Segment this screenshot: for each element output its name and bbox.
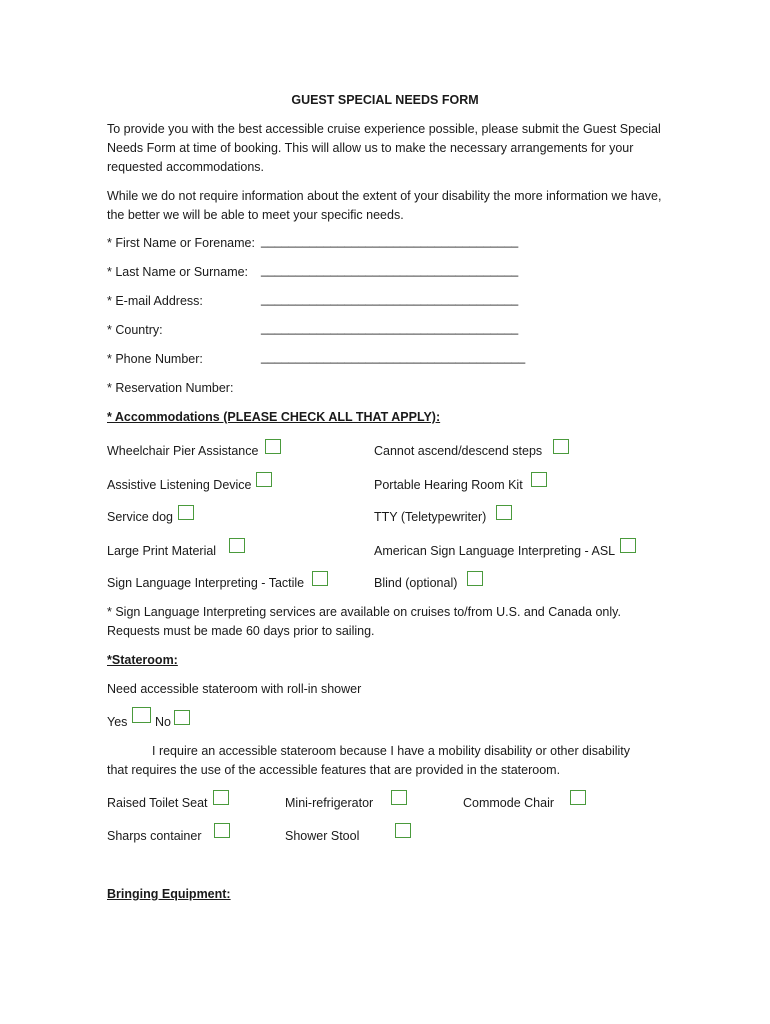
disclaimer-paragraph: While we do not require information about the extent of your disability the more information we have, the better we will be able to meet your specific needs.: [107, 189, 662, 222]
sharps-container-label: Sharps container: [107, 829, 202, 843]
tty-checkbox[interactable]: [496, 505, 512, 520]
last-name-field[interactable]: _____________________________________: [261, 263, 519, 277]
equipment-heading: Bringing Equipment:: [107, 887, 231, 901]
accommodation-label-service-dog: Service dog: [107, 510, 174, 524]
raised-toilet-seat-label: Raised Toilet Seat: [107, 796, 208, 810]
stateroom-statement-first-line: I require an accessible stateroom because I have a mobility disability or other disability: [152, 744, 631, 758]
commode-chair-label: Commode Chair: [463, 796, 555, 810]
hearing-kit-checkbox[interactable]: [531, 472, 547, 487]
accommodation-label-blind: Blind (optional): [374, 576, 458, 590]
phone-field[interactable]: ______________________________________: [261, 350, 526, 364]
country-label: * Country:: [107, 323, 163, 337]
stateroom-heading: *Stateroom:: [107, 653, 178, 667]
accommodation-label-tactile: Sign Language Interpreting - Tactile: [107, 576, 305, 590]
mini-refrigerator-checkbox[interactable]: [391, 790, 407, 805]
accommodation-label-hearing-kit: Portable Hearing Room Kit: [374, 478, 523, 492]
sharps-container-checkbox[interactable]: [214, 823, 230, 838]
accommodation-label-large-print: Large Print Material: [107, 544, 217, 558]
asl-checkbox[interactable]: [620, 538, 636, 553]
no-checkbox[interactable]: [174, 710, 190, 725]
wheelchair-checkbox[interactable]: [265, 439, 281, 454]
raised-toilet-seat-checkbox[interactable]: [213, 790, 229, 805]
yes-checkbox[interactable]: [132, 707, 151, 723]
roll-in-shower-question: Need accessible stateroom with roll-in shower: [107, 682, 362, 696]
accommodation-label-asl: American Sign Language Interpreting - ASL: [374, 544, 616, 558]
accommodation-label-listening: Assistive Listening Device: [107, 478, 252, 492]
listening-device-checkbox[interactable]: [256, 472, 272, 487]
country-field[interactable]: _____________________________________: [261, 321, 519, 335]
tactile-checkbox[interactable]: [312, 571, 328, 586]
form-title: GUEST SPECIAL NEEDS FORM: [291, 93, 479, 107]
no-label: No: [155, 715, 171, 729]
first-name-field[interactable]: _____________________________________: [261, 234, 519, 248]
large-print-checkbox[interactable]: [229, 538, 245, 553]
accommodations-heading: * Accommodations (PLEASE CHECK ALL THAT APPLY):: [107, 410, 441, 424]
steps-checkbox[interactable]: [553, 439, 569, 454]
email-label: * E-mail Address:: [107, 294, 203, 308]
shower-stool-checkbox[interactable]: [395, 823, 411, 838]
interpreting-note: * Sign Language Interpreting services are available on cruises to/from U.S. and Canada only. Requests must be made 60 days prior to sailing.: [107, 605, 621, 638]
yes-label: Yes: [107, 715, 128, 729]
commode-chair-checkbox[interactable]: [570, 790, 586, 805]
mini-refrigerator-label: Mini-refrigerator: [285, 796, 374, 810]
first-name-label: * First Name or Forename:: [107, 236, 255, 250]
phone-label: * Phone Number:: [107, 352, 203, 366]
email-field[interactable]: _____________________________________: [261, 292, 519, 306]
reservation-label: * Reservation Number:: [107, 381, 234, 395]
shower-stool-label: Shower Stool: [285, 829, 360, 843]
stateroom-statement-second-line: that requires the use of the accessible features that are provided in the stateroom.: [107, 763, 561, 777]
accommodation-label-steps: Cannot ascend/descend steps: [374, 444, 543, 458]
service-dog-checkbox[interactable]: [178, 505, 194, 520]
blind-checkbox[interactable]: [467, 571, 483, 586]
accommodation-label-tty: TTY (Teletypewriter): [374, 510, 487, 524]
intro-paragraph: To provide you with the best accessible cruise experience possible, please submit the Guest Special Needs Form at time of booking. This will allow us to make the necessary arrangements for your requested accommodations.: [107, 122, 661, 174]
accommodation-label-wheelchair: Wheelchair Pier Assistance: [107, 444, 259, 458]
last-name-label: * Last Name or Surname:: [107, 265, 249, 279]
